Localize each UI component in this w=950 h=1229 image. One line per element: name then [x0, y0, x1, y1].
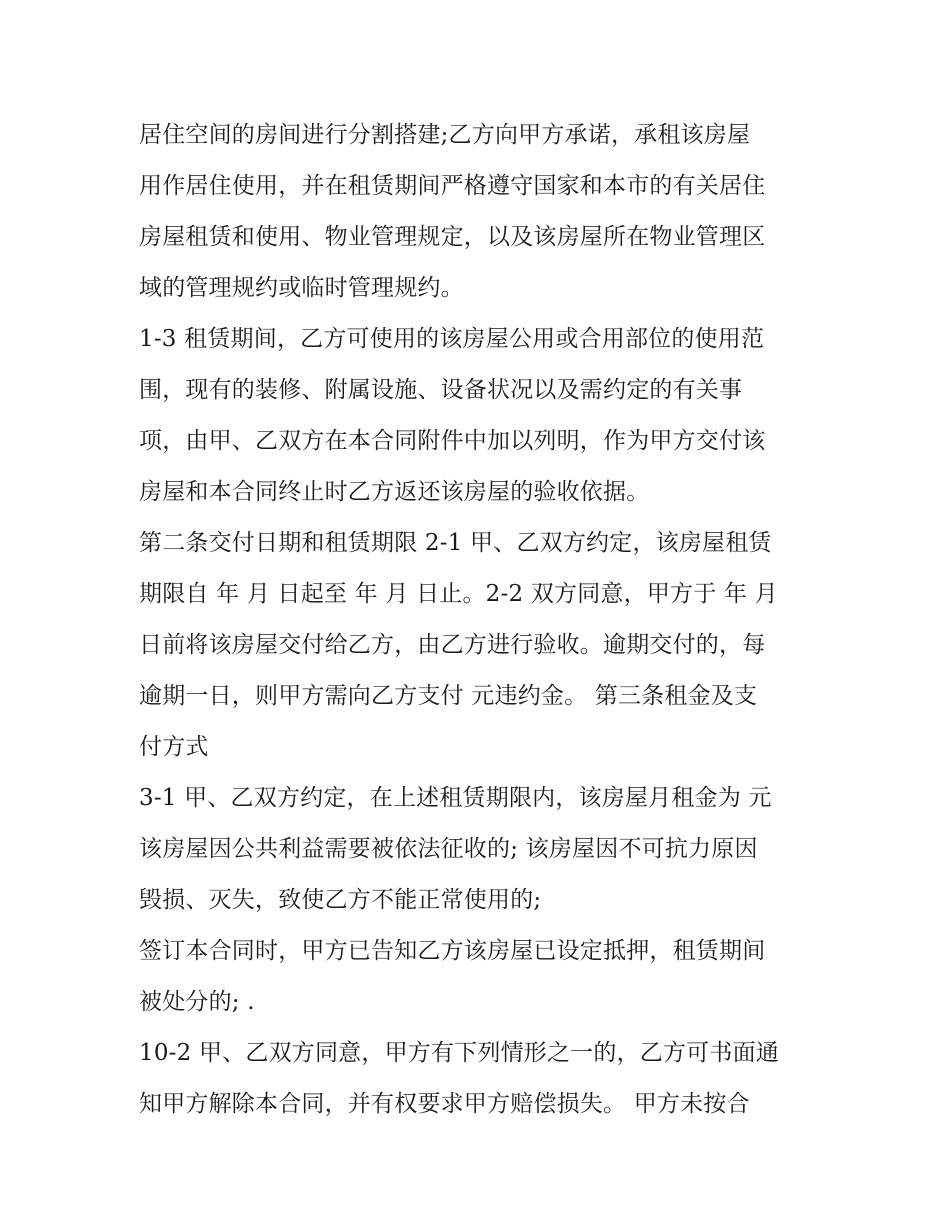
text-line: 项，由甲、乙双方在本合同附件中加以列明，作为甲方交付该: [139, 428, 766, 454]
text-line: 3-1 甲、乙双方约定，在上述租赁期限内，该房屋月租金为 元: [139, 785, 772, 811]
text-line: 第二条交付日期和租赁期限 2-1 甲、乙双方约定，该房屋租赁: [139, 530, 772, 556]
text-line: 1-3 租赁期间，乙方可使用的该房屋公用或合用部位的使用范: [139, 326, 765, 352]
text-line: 日前将该房屋交付给乙方，由乙方进行验收。逾期交付的，每: [139, 632, 766, 658]
text-line: 房屋和本合同终止时乙方返还该房屋的验收依据。: [139, 479, 650, 505]
text-line: 签订本合同时，甲方已告知乙方该房屋已设定抵押，租赁期间: [139, 938, 766, 964]
text-line: 付方式: [139, 734, 209, 760]
text-line: 用作居住使用，并在租赁期间严格遵守国家和本市的有关居住: [139, 173, 766, 199]
text-line: 房屋租赁和使用、物业管理规定，以及该房屋所在物业管理区: [139, 224, 766, 250]
text-line: 该房屋因公共利益需要被依法征收的; 该房屋因不可抗力原因: [139, 836, 758, 862]
text-line: 围，现有的装修、附属设施、设备状况以及需约定的有关事: [139, 377, 743, 403]
text-line: 10-2 甲、乙双方同意，甲方有下列情形之一的，乙方可书面通: [139, 1040, 779, 1066]
text-line: 域的管理规约或临时管理规约。: [139, 275, 464, 301]
text-line: 期限自 年 月 日起至 年 月 日止。2-2 双方同意，甲方于 年 月: [139, 581, 778, 607]
text-line: 知甲方解除本合同，并有权要求甲方赔偿损失。 甲方未按合: [139, 1091, 750, 1117]
document-body: [139, 110, 819, 1130]
text-line: 居住空间的房间进行分割搭建;乙方向甲方承诺，承租该房屋: [139, 122, 751, 148]
text-line: 被处分的; .: [139, 989, 255, 1015]
text-line: 毁损、灭失，致使乙方不能正常使用的;: [139, 887, 542, 913]
text-line: 逾期一日，则甲方需向乙方支付 元违约金。 第三条租金及支: [139, 683, 758, 709]
